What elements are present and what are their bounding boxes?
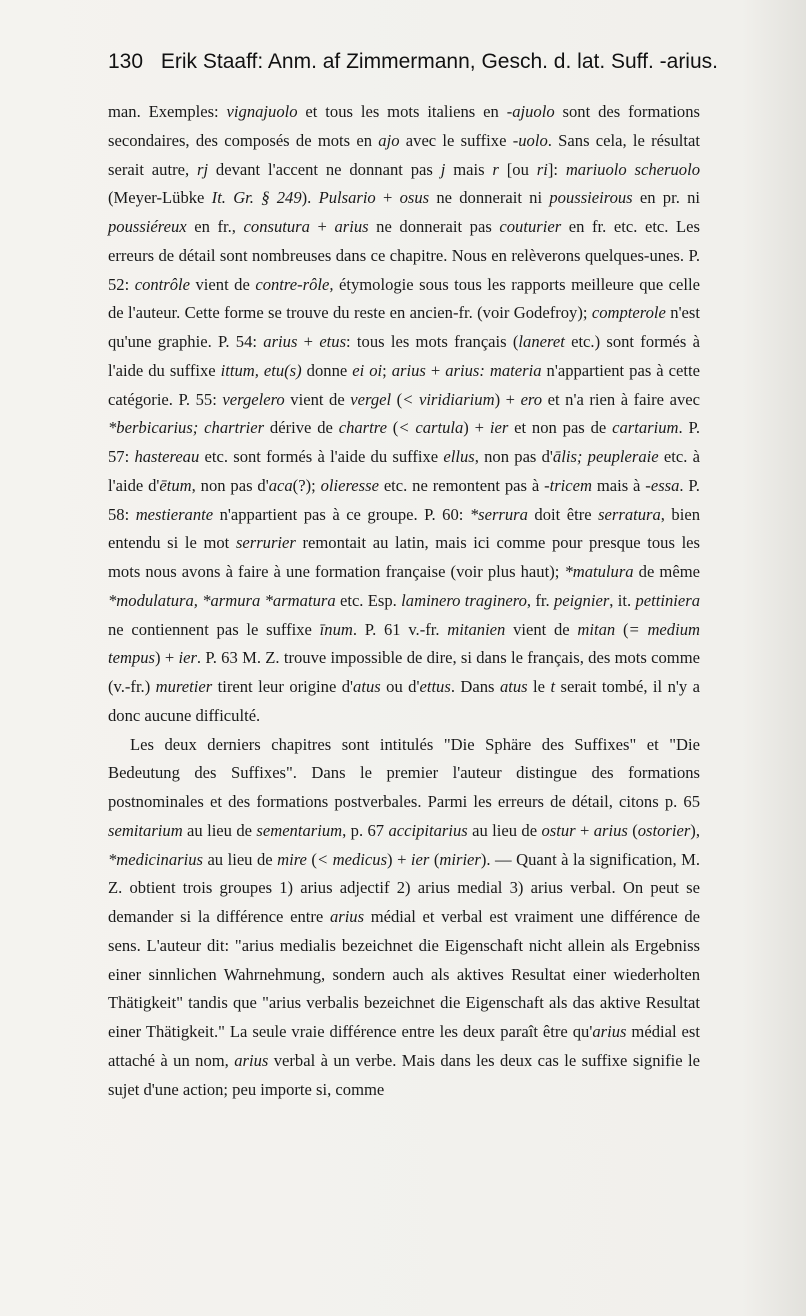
page-number: 130 <box>108 50 144 73</box>
italic-run: *medicinarius <box>108 849 203 869</box>
text-run: ) + <box>387 849 411 869</box>
text-run: etc. sont formés à l'aide du suffixe <box>199 447 444 466</box>
italic-run: mirier <box>439 849 481 869</box>
italic-run: semitarium <box>108 820 183 840</box>
text-run: etc. Esp. <box>335 590 402 610</box>
text-run: n'est qu'une graphie. P. 54: <box>108 303 700 351</box>
italic-run: contrôle <box>134 274 191 294</box>
text-run: : tous les mots français ( <box>346 332 519 351</box>
italic-run: Pulsario <box>318 188 376 208</box>
text-run: man. Exemples: <box>108 102 227 121</box>
text-run: vient de <box>505 619 578 639</box>
text-run: ne contiennent pas le suffixe <box>108 619 320 639</box>
text-run: verbal à un verbe. Mais dans les deux cas le suffixe signifie le sujet d'une action; peu importe si, comme <box>108 1050 700 1099</box>
italic-run: osus <box>399 188 430 208</box>
italic-run: vignajuolo <box>226 102 298 121</box>
text-run: et non pas de <box>508 418 613 438</box>
italic-run: ellus <box>443 447 475 466</box>
italic-run: -ajuolo <box>506 102 555 121</box>
italic-run: *serrura <box>469 504 528 524</box>
italic-run: < medicus <box>316 849 388 869</box>
italic-run: aca <box>268 475 293 495</box>
italic-run: couturier <box>499 217 562 236</box>
italic-run: mestierante <box>135 504 214 524</box>
text-run: au lieu de <box>202 849 278 869</box>
text-run: étymologie sous tous les rapports meilleure que celle de l'auteur. Cette forme se trouve du reste en ancien-fr. (voir Godefroy); <box>108 274 700 323</box>
text-run: vient de <box>190 274 256 294</box>
italic-run: arius <box>391 360 426 380</box>
italic-run: serrurier <box>235 533 296 553</box>
italic-run: īnum <box>319 619 353 639</box>
text-run: etc. ne remontent pas à <box>378 475 545 495</box>
text-run: + <box>375 188 400 208</box>
text-run: ). <box>301 188 319 208</box>
italic-run: accipitarius <box>388 820 468 840</box>
italic-run: arius <box>234 1050 269 1070</box>
italic-run: -tricem <box>544 475 592 495</box>
italic-run: arius <box>334 217 369 236</box>
italic-run: chartre <box>338 418 387 438</box>
paragraph <box>108 98 700 731</box>
text-run: , non pas d' <box>191 475 269 495</box>
text-run: ), <box>690 820 700 840</box>
text-run: ) + <box>494 389 521 409</box>
italic-run: -uolo <box>512 130 548 150</box>
text-run: . P. 63 M. Z. trouve impossible de dire, si dans le français, des mots comme (v.-fr.) <box>108 648 700 696</box>
italic-run: cartarium <box>612 418 679 438</box>
italic-run: vergelero <box>222 389 285 409</box>
text-run: serait tombé, il n'y a donc aucune difficulté. <box>108 677 700 725</box>
italic-run: = medium tempus <box>108 619 700 668</box>
text-run: Les deux derniers chapitres sont intitulés "Die Sphäre des Suffixes" et "Die Bedeutung des Suffixes". Dans le premier l'auteur distingue des formations postnominales et des formations postverbales. Parmi les erreurs de détail, citons p. 65 <box>108 734 700 811</box>
italic-run: It. Gr. § 249 <box>211 188 302 208</box>
text-run: ne donnerait pas <box>368 217 500 236</box>
italic-run: ostorier <box>637 820 691 840</box>
text-run: ( <box>627 820 638 840</box>
text-run: (?); <box>292 475 321 495</box>
italic-run: t <box>550 677 556 696</box>
italic-run: ālis; peupleraie <box>552 447 659 466</box>
text-run: au lieu de <box>467 820 542 840</box>
text-run: en pr. ni <box>632 188 701 208</box>
running-header <box>108 50 718 74</box>
italic-run: sementarium <box>256 820 343 840</box>
italic-run: pettiniera <box>635 590 701 610</box>
text-run: n'appartient pas à cette catégorie. P. 55: <box>108 360 700 409</box>
text-run: remontait au latin, mais ici comme pour presque tous les mots nous avons à faire à une formation française (voir plus haut); <box>108 533 700 581</box>
italic-run: olieresse <box>320 475 379 495</box>
italic-run: compterole <box>591 303 666 323</box>
italic-run: ero <box>520 389 543 409</box>
text-run: , non pas d' <box>474 447 553 466</box>
italic-run: -essa <box>645 475 680 495</box>
text-run: ( <box>306 849 317 869</box>
text-run: sont des formations secondaires, des composés de mots en <box>108 102 700 150</box>
text-run: devant l'accent ne donnant pas <box>208 159 441 179</box>
text-run: . Sans cela, le résultat serait autre, <box>108 130 700 179</box>
text-run: etc.) sont formés à l'aide du suffixe <box>108 332 701 380</box>
italic-run: j <box>440 159 446 179</box>
italic-run: etus <box>319 332 347 351</box>
italic-run: hastereau <box>134 447 200 466</box>
text-run: ) + <box>155 648 179 668</box>
italic-run: peignier <box>553 590 610 610</box>
text-run: doit être <box>527 504 599 524</box>
text-run: vient de <box>284 389 351 409</box>
text-run: en fr., <box>186 217 244 236</box>
italic-run: ier <box>489 418 509 438</box>
text-run: ( <box>429 849 440 869</box>
italic-run: ētum <box>159 475 192 495</box>
text-run: ). — Quant à la signification, M. Z. obtient trois groupes 1) arius adjectif 2) arius medial 3) arius verbal. On peut se demander si la différence entre <box>108 849 700 926</box>
italic-run: vergel <box>350 389 392 409</box>
italic-run: mire <box>277 849 307 869</box>
italic-run: contre-rôle, <box>255 274 334 294</box>
paragraph <box>108 731 700 1105</box>
italic-run: ri <box>536 159 548 179</box>
italic-run: ajo <box>378 130 400 150</box>
italic-run: *modulatura, *armura *armatura <box>108 590 336 610</box>
italic-run: ei oi <box>352 360 383 380</box>
text-run: , fr. <box>526 590 554 610</box>
text-run: (Meyer-Lübke <box>108 188 212 208</box>
text-run: mais à <box>591 475 646 495</box>
italic-run: mariuolo scheruolo <box>565 159 700 179</box>
text-run: . P. 58: <box>108 475 700 524</box>
text-run: en fr. etc. etc. Les erreurs de détail sont nombreuses dans ce chapitre. Nous en relèverons quelques-unes. P. 52: <box>108 217 700 294</box>
italic-run: atus <box>499 677 528 696</box>
body-text <box>108 98 700 1104</box>
running-title: Erik Staaff: Anm. af Zimmermann, Gesch. d. lat. Suff. -arius. <box>160 50 718 73</box>
italic-run: serratura <box>598 504 661 524</box>
text-run: et n'a rien à faire avec <box>542 389 700 409</box>
text-run: au lieu de <box>182 820 257 840</box>
text-run: [ou <box>498 159 537 179</box>
text-run: + <box>425 360 446 380</box>
text-run: ]: <box>547 159 566 179</box>
text-run: + <box>575 820 594 840</box>
text-run: tirent leur origine d' <box>212 677 354 696</box>
italic-run: atus <box>353 677 381 696</box>
italic-run: arius <box>329 907 365 926</box>
italic-run: laneret <box>518 332 565 351</box>
text-run: de même <box>633 562 700 581</box>
italic-run: ittum, etu(s) <box>220 360 302 380</box>
text-run: donne <box>301 360 353 380</box>
text-run: avec le suffixe <box>399 130 513 150</box>
italic-run: *matulura <box>564 562 634 581</box>
text-run: . Dans <box>450 677 500 696</box>
italic-run: *berbicarius; chartrier <box>108 418 265 438</box>
text-run: , p. 67 <box>342 820 389 840</box>
text-run: ( <box>386 418 399 438</box>
italic-run: arius <box>263 332 298 351</box>
italic-run: ostur <box>541 820 576 840</box>
text-run: dérive de <box>264 418 339 438</box>
italic-run: consutura <box>243 217 310 236</box>
text-run: médial et verbal est vraiment une différence de sens. L'auteur dit: "arius medialis bezeichnet die Eigenschaft nicht allein als Ergebniss einer sinnlichen Wahrnehmung, sondern auch als aktives Resultat einer wiederholten Thätigkeit" tandis que "arius verbalis bezeichnet die Eigenschaft als das aktive Resultat einer Thätigkeit." La seule vraie différence entre les deux paraît être qu' <box>108 907 700 1041</box>
text-run: ( <box>391 389 403 409</box>
text-run: n'appartient pas à ce groupe. P. 60: <box>213 504 470 524</box>
italic-run: r <box>492 159 499 179</box>
italic-run: rj <box>196 159 209 179</box>
text-run: ou d' <box>380 677 420 696</box>
text-run: etc. à l'aide d' <box>108 447 700 495</box>
text-run: ( <box>615 619 629 639</box>
italic-run: muretier <box>155 677 213 696</box>
text-run: , it. <box>609 590 636 610</box>
italic-run: mitan <box>577 619 616 639</box>
italic-run: laminero traginero <box>401 590 527 610</box>
text-run: + <box>297 332 320 351</box>
text-run: mais <box>445 159 493 179</box>
italic-run: ier <box>410 849 430 869</box>
italic-run: < cartula <box>398 418 464 438</box>
italic-run: ier <box>178 648 197 668</box>
text-run: ne donnerait ni <box>429 188 550 208</box>
text-run: le <box>527 677 551 696</box>
italic-run: poussieirous <box>549 188 633 208</box>
italic-run: arius <box>592 1022 627 1041</box>
text-run: + <box>309 217 335 236</box>
text-run: médial est attaché à un nom, <box>108 1022 700 1070</box>
text-run: . P. 61 v.-fr. <box>352 619 448 639</box>
italic-run: ettus <box>419 677 451 696</box>
text-run: , bien entendu si le mot <box>108 504 701 553</box>
italic-run: < viridiarium <box>402 389 495 409</box>
text-run: ; <box>382 360 392 380</box>
text-run: . P. 57: <box>108 418 700 466</box>
text-run: ) + <box>463 418 490 438</box>
italic-run: poussiéreux <box>108 217 187 236</box>
text-run: et tous les mots italiens en <box>297 102 507 121</box>
italic-run: mitanien <box>447 619 506 639</box>
italic-run: arius: materia <box>445 360 542 380</box>
italic-run: arius <box>593 820 628 840</box>
